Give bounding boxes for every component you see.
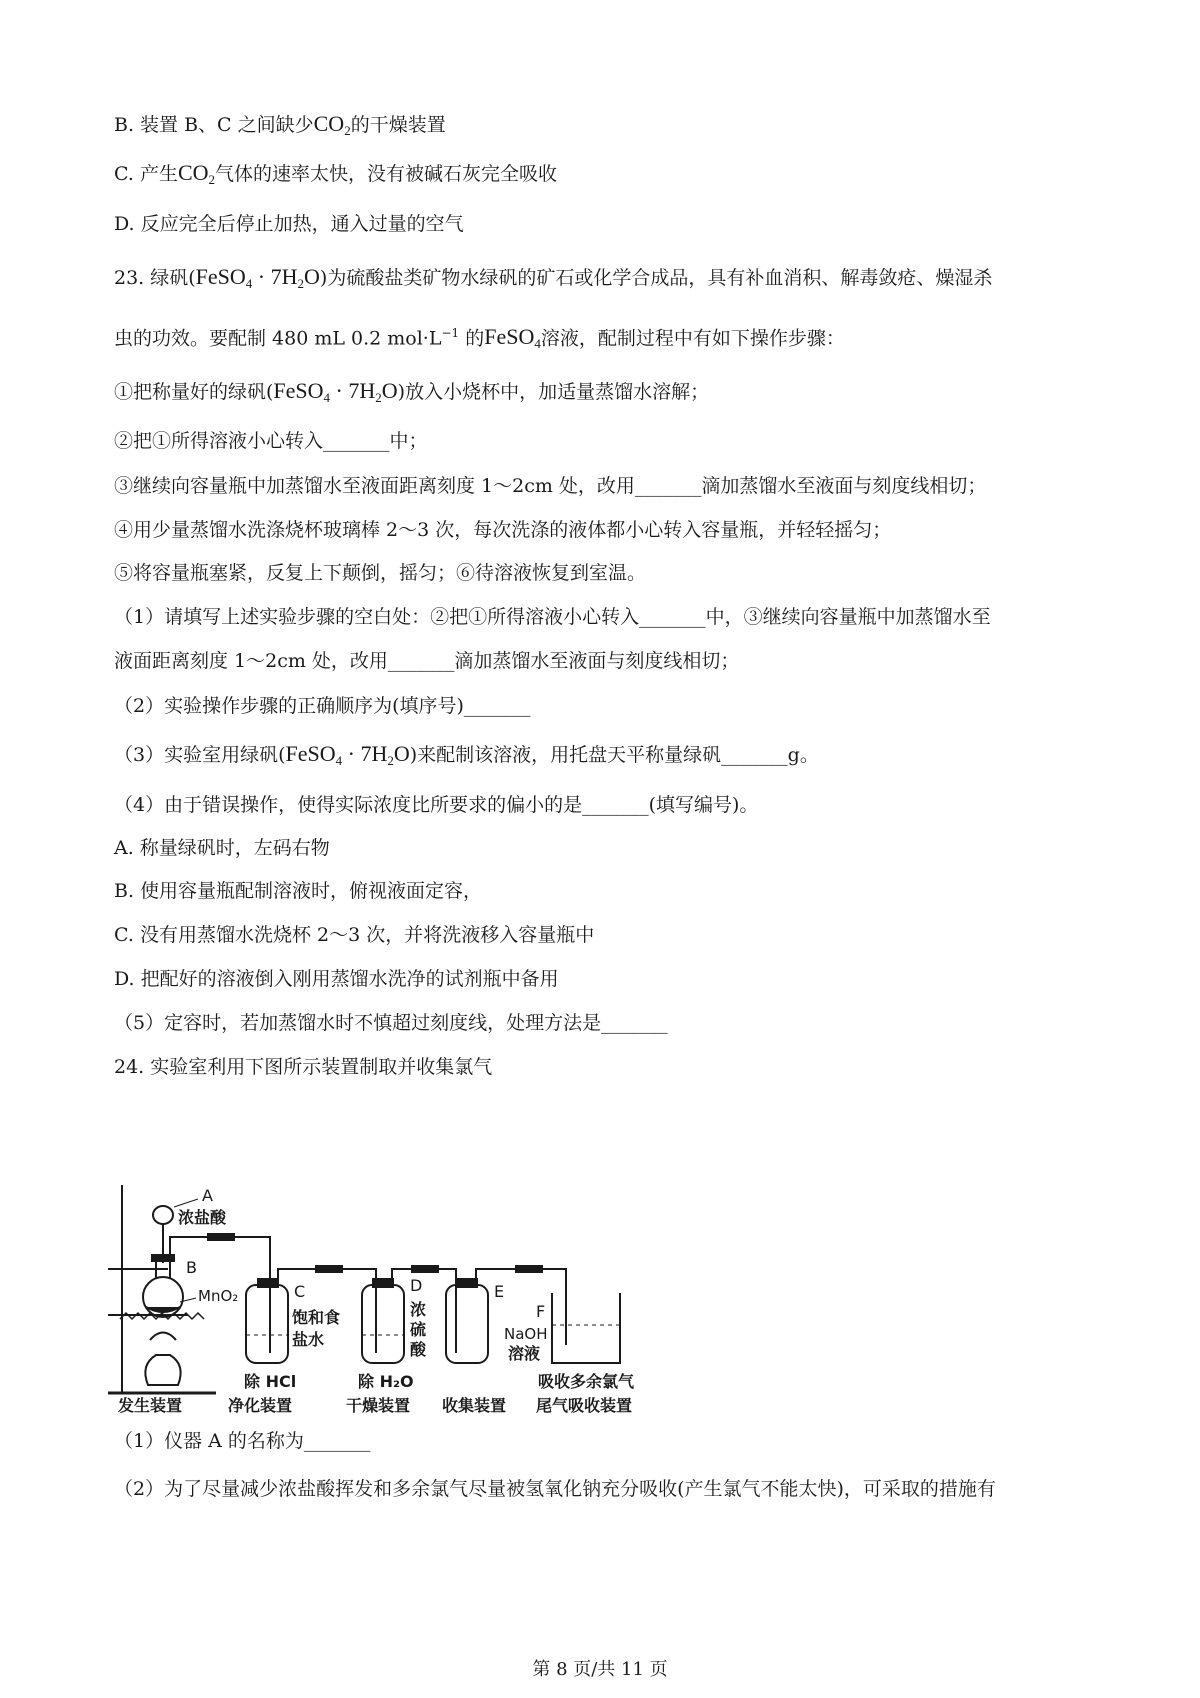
feso4-7h2o-formula: FeSO$_4$ · $7H_2O$ <box>195 264 320 291</box>
rubber-joint <box>208 1234 234 1240</box>
label-d: D <box>410 1276 423 1295</box>
bottle-c-stopper <box>258 1279 278 1287</box>
chlorine-apparatus-diagram <box>108 1185 708 1420</box>
part-1-line-2: 液面距离刻度 1～2cm 处，改用_______滴加蒸馏水至液面与刻度线相切； <box>114 650 740 672</box>
step-1: ①把称量好的绿矾(FeSO$_4$ · $7H_2O$)放入小烧杯中，加适量蒸馏水溶解； <box>114 378 710 405</box>
caption-purification: 净化装置 <box>228 1396 293 1415</box>
mno2-solid <box>146 1307 180 1312</box>
caption-drying: 干燥装置 <box>346 1396 411 1415</box>
q24-part-2: （2）为了尽量减少浓盐酸挥发和多余氯气尽量被氢氧化钠充分吸收(产生氯气不能太快)，可采取的措施有 <box>114 1478 996 1500</box>
bottle-c <box>246 1285 288 1363</box>
feso4-formula: FeSO$_4$ <box>484 324 541 352</box>
label-hcl: 浓盐酸 <box>178 1208 227 1227</box>
rubber-joint <box>516 1266 542 1272</box>
label-e: E <box>494 1282 505 1301</box>
funnel-a <box>153 1206 173 1224</box>
flask-stopper <box>152 1255 174 1261</box>
label-f-content: 溶液 <box>508 1344 541 1363</box>
q23-line-1: 23. 绿矾(FeSO$_4$ · $7H_2O$)为硫酸盐类矿物水绿矾的矿石或化学合成品，具有补血消积、解毒敛疮、燥湿杀 <box>114 264 993 291</box>
step-2: ②把①所得溶液小心转入_______中； <box>114 430 428 452</box>
alcohol-lamp <box>145 1355 180 1385</box>
option-d: D. 把配好的溶液倒入刚用蒸馏水洗净的试剂瓶中备用 <box>114 968 559 990</box>
caption-collection: 收集装置 <box>442 1396 507 1415</box>
feso4-7h2o-formula: FeSO$_4$ · $7H_2O$ <box>273 378 398 405</box>
rubber-joint <box>412 1266 438 1272</box>
label-a: A <box>202 1186 213 1205</box>
label-f: F <box>536 1302 546 1321</box>
bottle-d <box>362 1285 404 1363</box>
step-3: ③继续向容量瓶中加蒸馏水至液面距离刻度 1～2cm 处，改用_______滴加蒸馏水至液面与刻度线相切； <box>114 475 987 497</box>
option-c: C. 没有用蒸馏水洗烧杯 2～3 次，并将洗液移入容量瓶中 <box>114 924 595 946</box>
label-a-leader <box>174 1199 198 1207</box>
tube-b-to-c <box>170 1237 270 1275</box>
caption-generation: 发生装置 <box>118 1396 183 1415</box>
part-1-line-1: （1）请填写上述实验步骤的空白处：②把①所得溶液小心转入_______中，③继续向容量瓶中加蒸馏水至 <box>114 606 991 628</box>
option-b-line <box>114 111 446 144</box>
caption-tail-gas: 尾气吸收装置 <box>536 1396 633 1415</box>
page-footer: 第 8 页/共 11 页 <box>532 1659 668 1680</box>
label-c: C <box>294 1282 306 1301</box>
part-5: （5）定容时，若加蒸馏水时不慎超过刻度线，处理方法是_______ <box>114 1012 668 1034</box>
co2-formula: $CO_2$ <box>313 111 351 138</box>
part-3: （3）实验室用绿矾(FeSO$_4$ · $7H_2O$)来配制该溶液，用托盘天平称量绿矾_______g。 <box>114 741 819 768</box>
label-c-content: 饱和食 <box>292 1308 341 1327</box>
co2-formula: $CO_2$ <box>177 160 216 187</box>
label-d-content: 浓 <box>410 1300 427 1319</box>
part-4: （4）由于错误操作，使得实际浓度比所要求的偏小的是_______(填写编号)。 <box>114 794 759 816</box>
step-4: ④用少量蒸馏水洗涤烧杯玻璃棒 2～3 次，每次洗涤的液体都小心转入容量瓶，并轻轻摇匀； <box>114 519 892 541</box>
feso4-7h2o-formula: FeSO$_4$ · $7H_2O$ <box>285 741 410 768</box>
part-2: （2）实验操作步骤的正确顺序为(填序号)_______ <box>114 695 531 717</box>
option-b: B. 使用容量瓶配制溶液时，俯视液面定容， <box>114 880 483 902</box>
bottle-e <box>446 1285 488 1363</box>
option-d-line: D. 反应完全后停止加热，通入过量的空气 <box>114 213 464 235</box>
beaker-f <box>552 1293 620 1363</box>
label-d-content: 硫 <box>410 1320 427 1339</box>
option-c-text-2: 气体的速率太快，没有被碱石灰完全吸收 <box>215 163 558 185</box>
option-b-text-2: 的干燥装置 <box>350 114 446 136</box>
bottle-e-stopper <box>457 1279 477 1287</box>
q23-line-2: 虫的功效。要配制 480 mL 0.2 $mol\cdot L^{-1}$ 的FeSO$_4$溶液，配制过程中有如下操作步骤： <box>114 324 845 352</box>
label-d-content: 酸 <box>410 1340 427 1359</box>
flame <box>150 1333 176 1341</box>
option-c-line <box>114 160 557 193</box>
caption-d-1: 除 H₂O <box>358 1372 414 1391</box>
label-c-content: 盐水 <box>292 1330 325 1349</box>
option-b-text-1: B. 装置 B、C 之间缺少 <box>114 114 314 136</box>
q24-title: 24. 实验室利用下图所示装置制取并收集氯气 <box>114 1056 493 1078</box>
label-f-content: NaOH <box>504 1325 548 1343</box>
q24-part-1: （1）仪器 A 的名称为_______ <box>114 1430 371 1452</box>
option-a: A. 称量绿矾时，左码右物 <box>114 837 330 859</box>
step-5-6: ⑤将容量瓶塞紧，反复上下颠倒，摇匀；⑥待溶液恢复到室温。 <box>114 562 647 584</box>
rubber-joint <box>316 1266 342 1272</box>
label-mno2: MnO₂ <box>198 1287 239 1305</box>
label-b: B <box>186 1258 197 1277</box>
caption-f-1: 吸收多余氯气 <box>538 1372 635 1391</box>
caption-c-1: 除 HCl <box>244 1372 297 1391</box>
option-c-text-1: C. 产生 <box>114 163 178 185</box>
